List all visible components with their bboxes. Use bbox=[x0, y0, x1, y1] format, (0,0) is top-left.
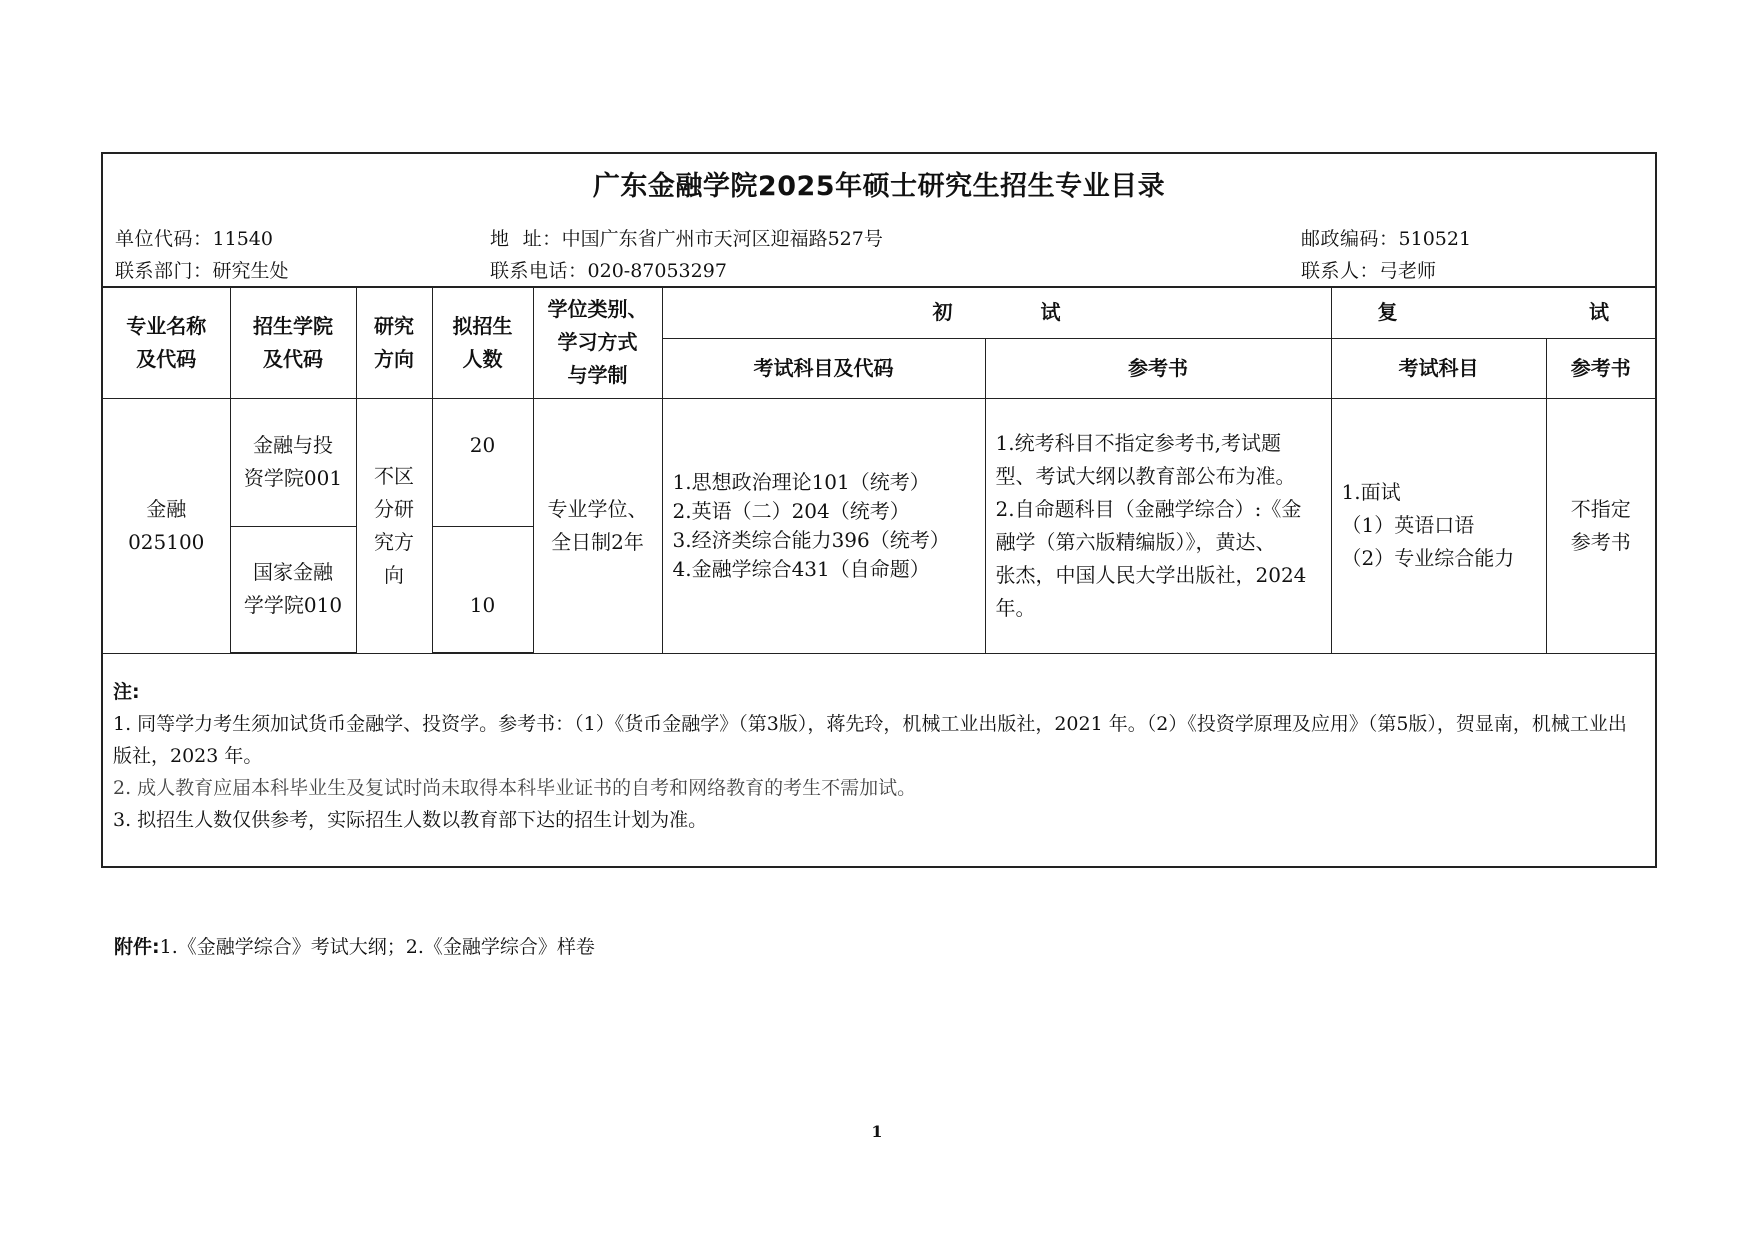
school-cell-2: 国家金融 学学院010 bbox=[230, 526, 356, 653]
header-quota: 拟招生 人数 bbox=[432, 287, 533, 398]
contact-phone bbox=[490, 256, 727, 283]
header-initial-exam: 初 试 bbox=[662, 287, 1331, 338]
retest-books-cell: 不指定 参考书 bbox=[1546, 398, 1655, 653]
initial-books-cell: 1.统考科目不指定参考书,考试题 型、考试大纲以教育部公布为准。 2.自命题科目（金融学综合）:《金 融学（第六版精编版）》，黄达、 张杰，中国人民大学出版社，2024 年。 bbox=[985, 398, 1331, 653]
direction-cell: 不区 分研 究方 向 bbox=[356, 398, 432, 653]
degree-cell: 专业学位、 全日制2年 bbox=[533, 398, 662, 653]
dept-value: 研究生处 bbox=[212, 260, 289, 282]
header-major: 专业名称 及代码 bbox=[103, 287, 230, 398]
header-initial-books: 参考书 bbox=[985, 338, 1331, 398]
header-school: 招生学院 及代码 bbox=[230, 287, 356, 398]
unit-code-label: 单位代码： bbox=[115, 228, 213, 250]
header-initial-subjects: 考试科目及代码 bbox=[662, 338, 985, 398]
note-item-3: 3. 拟招生人数仅供参考，实际招生人数以教育部下达的招生计划为准。 bbox=[113, 809, 708, 831]
contact-person bbox=[1301, 256, 1436, 283]
unit-code bbox=[115, 224, 273, 251]
attachment-label: 附件: bbox=[114, 936, 160, 958]
header-retest: 复 试 bbox=[1331, 287, 1655, 338]
unit-code-value: 11540 bbox=[212, 228, 273, 250]
contact-label: 联系人： bbox=[1301, 260, 1380, 282]
school-cell-1: 金融与投 资学院001 bbox=[230, 398, 356, 526]
postal-label: 邮政编码： bbox=[1301, 228, 1399, 250]
note-item-2: 2. 成人教育应届本科毕业生及复试时尚未取得本科毕业证书的自考和网络教育的考生不需加试。 bbox=[113, 777, 917, 799]
postal-code bbox=[1301, 224, 1471, 251]
address-label: 地 址： bbox=[490, 228, 562, 250]
header-degree: 学位类别、 学习方式 与学制 bbox=[533, 287, 662, 398]
postal-value: 510521 bbox=[1398, 228, 1472, 250]
phone-value: 020-87053297 bbox=[587, 260, 727, 282]
header-direction: 研究 方向 bbox=[356, 287, 432, 398]
page-number: 1 bbox=[871, 1122, 883, 1141]
notes-title: 注: bbox=[113, 681, 140, 703]
contact-value: 弓老师 bbox=[1379, 260, 1437, 282]
retest-subjects-cell: 1.面试 （1）英语口语 （2）专业综合能力 bbox=[1331, 398, 1546, 653]
dept-label: 联系部门： bbox=[115, 260, 213, 282]
major-catalog-table bbox=[103, 286, 1655, 654]
header-retest-books: 参考书 bbox=[1546, 338, 1655, 398]
notes-section bbox=[113, 676, 1643, 836]
attachment-line bbox=[114, 932, 595, 959]
contact-dept bbox=[115, 256, 289, 283]
page-title: 广东金融学院2025年硕士研究生招生专业目录 bbox=[592, 171, 1166, 202]
table-row bbox=[103, 398, 1655, 526]
address-value: 中国广东省广州市天河区迎福路527号 bbox=[561, 228, 883, 250]
attachment-text: 1.《金融学综合》考试大纲；2.《金融学综合》样卷 bbox=[159, 936, 595, 958]
major-cell: 金融 025100 bbox=[103, 398, 230, 653]
quota-cell-1: 20 bbox=[432, 398, 533, 526]
quota-cell-2: 10 bbox=[432, 526, 533, 653]
phone-label: 联系电话： bbox=[490, 260, 588, 282]
catalog-frame bbox=[101, 152, 1657, 868]
header-retest-subjects: 考试科目 bbox=[1331, 338, 1546, 398]
address bbox=[490, 224, 883, 251]
note-item-1: 1. 同等学力考生须加试货币金融学、投资学。参考书：（1）《货币金融学》（第3版），蒋先玲，机械工业出版社，2021 年。（2）《投资学原理及应用》（第5版），贺显南，机械工业出版社，2023 年。 bbox=[113, 713, 1627, 767]
initial-subjects-cell: 1.思想政治理论101（统考） 2.英语（二）204（统考） 3.经济类综合能力396（统考） 4.金融学综合431（自命题） bbox=[662, 398, 985, 653]
